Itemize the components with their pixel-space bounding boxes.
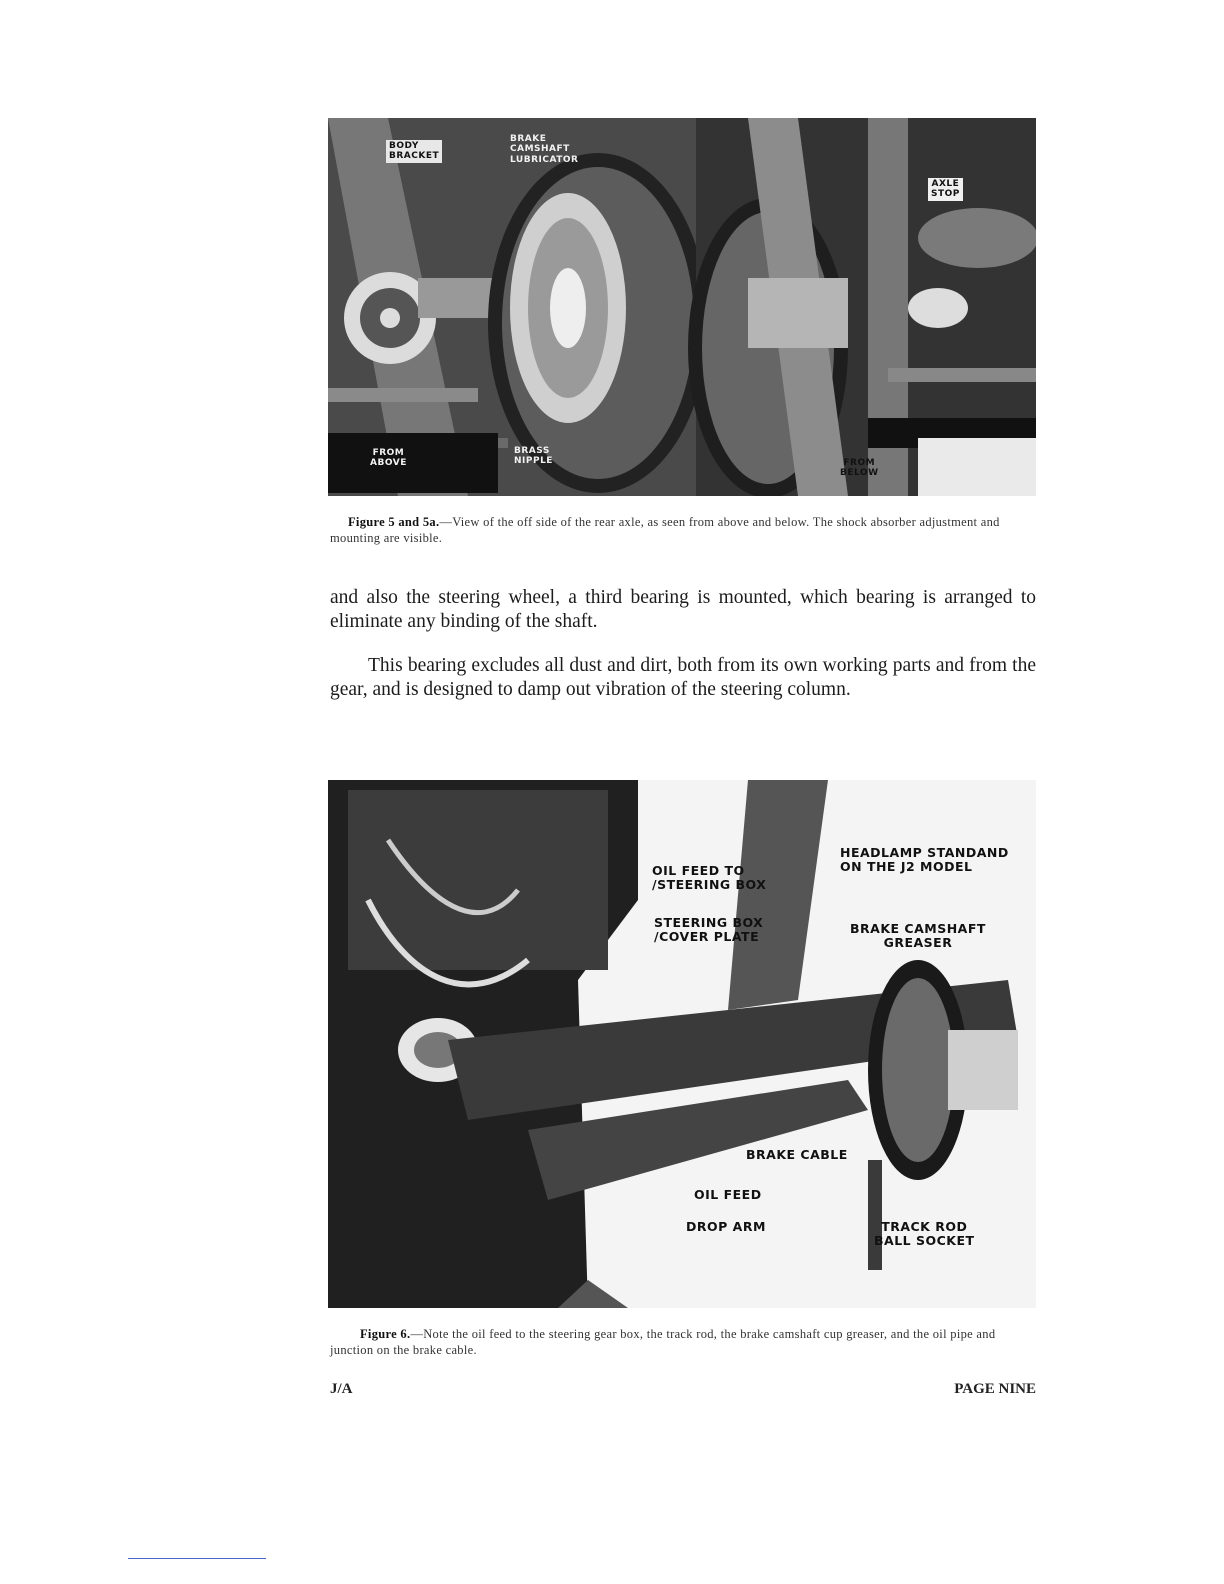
label-track-rod-ball-socket: TRACK ROD BALL SOCKET: [874, 1219, 975, 1249]
label-oil-feed-to-steering-box: OIL FEED TO /STEERING BOX: [652, 863, 767, 893]
label-steering-box-cover-plate: STEERING BOX /COVER PLATE: [654, 915, 764, 945]
label-brass-nipple: BRASS NIPPLE: [514, 446, 553, 467]
label-oil-feed: OIL FEED: [694, 1187, 762, 1202]
label-brake-cable: BRAKE CABLE: [746, 1147, 848, 1162]
label-brake-camshaft-greaser: BRAKE CAMSHAFT GREASER: [850, 921, 986, 951]
label-drop-arm: DROP ARM: [686, 1219, 766, 1234]
figure-6-caption-text: —Note the oil feed to the steering gear box, the track rod, the brake camshaft cup greaser, and the oil pipe and junction on the brake cable.: [330, 1327, 996, 1357]
footer-left: J/A: [330, 1381, 353, 1397]
label-axle-stop: AXLE STOP: [928, 178, 963, 201]
label-from-below: FROM BELOW: [840, 458, 879, 479]
label-body-bracket: BODY BRACKET: [386, 140, 442, 163]
figure-5-caption-text: —View of the off side of the rear axle, as seen from above and below. The shock absorber adjustment and mounting are visible.: [330, 515, 1000, 545]
figure-6-caption: [330, 1326, 1036, 1358]
figure-5-photo: [328, 118, 1036, 496]
bottom-rule: [128, 1558, 266, 1559]
figure-5-drawing: [328, 118, 1036, 496]
figure-5-caption-lead: Figure 5 and 5a.: [348, 515, 440, 529]
body-paragraph-1: and also the steering wheel, a third bearing is mounted, which bearing is arranged to eliminate any binding of the shaft.: [330, 587, 1036, 632]
footer-page-number: PAGE NINE: [954, 1381, 1036, 1397]
label-from-above: FROM ABOVE: [370, 448, 407, 469]
figure-6-photo: [328, 780, 1036, 1308]
body-paragraph-2: This bearing excludes all dust and dirt, both from its own working parts and from the gear, and is designed to damp out vibration of the steering column.: [330, 655, 1036, 700]
figure-5-caption: [330, 514, 1036, 546]
label-headlamp-standand: HEADLAMP STANDAND ON THE J2 MODEL: [840, 845, 1009, 875]
label-brake-camshaft-lubricator: BRAKE CAMSHAFT LUBRICATOR: [510, 134, 579, 165]
figure-6-caption-lead: Figure 6.: [360, 1327, 411, 1341]
